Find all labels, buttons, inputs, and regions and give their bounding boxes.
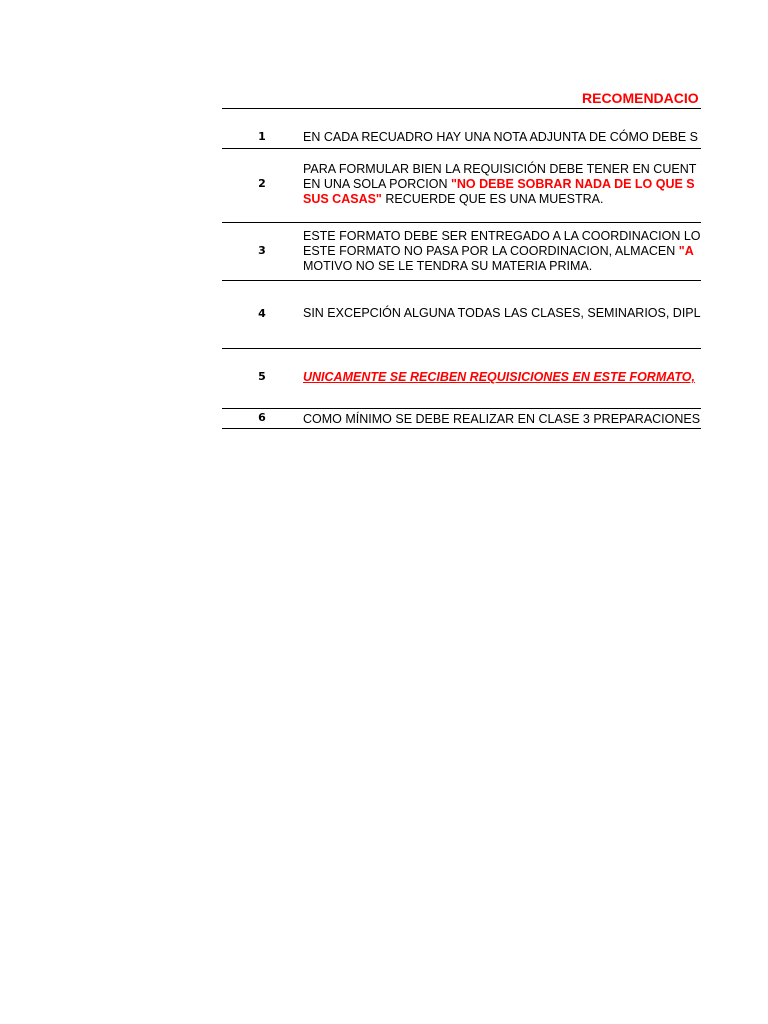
- item-text-highlight: SUS CASAS": [303, 192, 382, 206]
- row-divider: [222, 428, 701, 429]
- item-text-line: UNICAMENTE SE RECIBEN REQUISICIONES EN ESTE FORMATO,: [303, 370, 695, 384]
- item-text-line: COMO MÍNIMO SE DEBE REALIZAR EN CLASE 3 PREPARACIONES: [303, 412, 701, 426]
- item-number: 5: [258, 370, 266, 383]
- item-text-segment: ESTE FORMATO NO PASA POR LA COORDINACION, ALMACEN: [303, 244, 679, 258]
- item-number: 4: [258, 307, 266, 320]
- row-divider: [222, 108, 701, 109]
- item-text-line: [303, 244, 701, 259]
- item-text: [303, 412, 700, 427]
- item-text-line: EN CADA RECUADRO HAY UNA NOTA ADJUNTA DE CÓMO DEBE S: [303, 130, 698, 144]
- item-text-line: [303, 192, 696, 207]
- item-text: [303, 130, 698, 145]
- item-text-segment: RECUERDE QUE ES UNA MUESTRA.: [381, 192, 604, 206]
- item-number: 3: [258, 244, 266, 257]
- item-text: [303, 229, 701, 274]
- row-divider: [222, 148, 701, 149]
- item-text: [303, 306, 701, 321]
- row-divider: [222, 222, 701, 223]
- item-text-segment: EN UNA SOLA PORCION: [303, 177, 451, 191]
- item-text-line: SIN EXCEPCIÓN ALGUNA TODAS LAS CLASES, SEMINARIOS, DIPL: [303, 306, 701, 320]
- item-number: 2: [258, 177, 266, 190]
- row-divider: [222, 280, 701, 281]
- item-text-line: [303, 177, 696, 192]
- item-text-line: PARA FORMULAR BIEN LA REQUISICIÓN DEBE TENER EN CUENT: [303, 162, 697, 176]
- item-text: [303, 162, 696, 207]
- item-number: 1: [258, 130, 266, 143]
- item-text-line: MOTIVO NO SE LE TENDRA SU MATERIA PRIMA.: [303, 259, 593, 273]
- item-text-highlight: "NO DEBE SOBRAR NADA DE LO QUE S: [450, 177, 695, 191]
- row-divider: [222, 408, 701, 409]
- item-number: 6: [258, 411, 266, 424]
- item-text-line: ESTE FORMATO DEBE SER ENTREGADO A LA COORDINACION LO: [303, 229, 701, 243]
- item-text: [303, 370, 695, 385]
- recommendations-sheet: [222, 0, 701, 1024]
- item-text-highlight: "A: [678, 244, 694, 258]
- row-divider: [222, 348, 701, 349]
- sheet-title: RECOMENDACIO: [582, 90, 699, 106]
